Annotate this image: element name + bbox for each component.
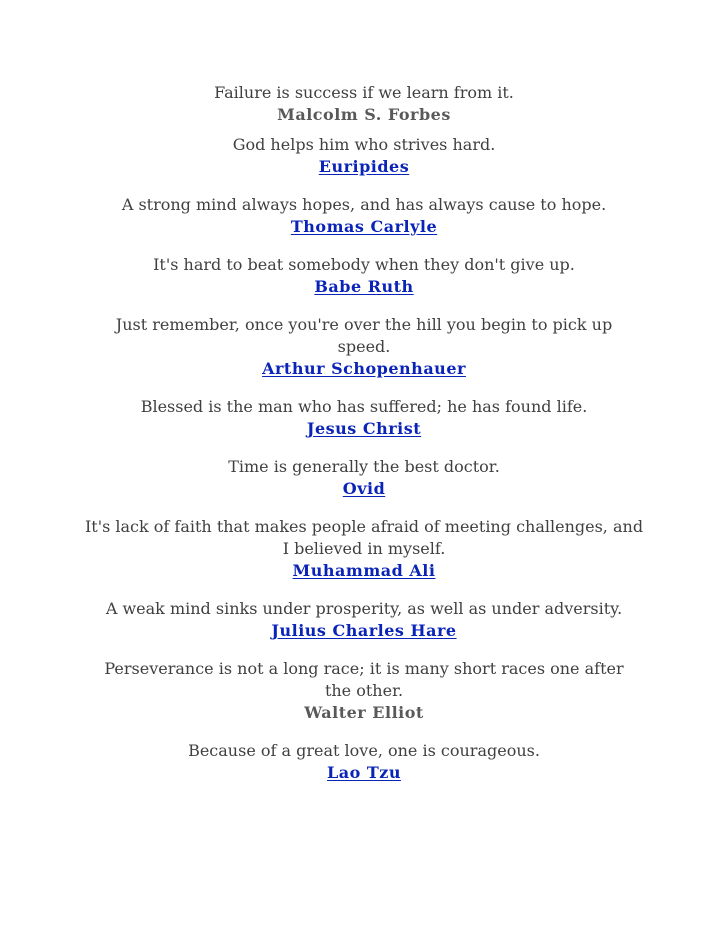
quote-text: Time is generally the best doctor. xyxy=(228,457,500,476)
quote-block xyxy=(92,254,636,298)
author-link[interactable]: Euripides xyxy=(318,157,410,176)
quote-text: It's hard to beat somebody when they don't give up. xyxy=(153,255,575,274)
author-link[interactable]: Arthur Schopenhauer xyxy=(262,359,466,378)
quote-text: It's lack of faith that makes people afraid of meeting challenges, and I believed in myself. xyxy=(84,517,644,558)
author-link[interactable]: Babe Ruth xyxy=(314,277,414,296)
quote-text: Perseverance is not a long race; it is many short races one after the other. xyxy=(104,659,624,700)
author-link[interactable]: Thomas Carlyle xyxy=(290,217,438,236)
quote-block xyxy=(92,194,636,238)
quote-block xyxy=(82,516,646,582)
author-link[interactable]: Lao Tzu xyxy=(327,763,401,782)
quote-block xyxy=(92,314,636,380)
quote-text: Blessed is the man who has suffered; he has found life. xyxy=(140,397,588,416)
author-link[interactable]: Julius Charles Hare xyxy=(271,621,457,640)
quotes-document xyxy=(84,82,644,784)
quote-text: Just remember, once you're over the hill you begin to pick up speed. xyxy=(115,315,613,356)
quote-block xyxy=(92,396,636,440)
author-link[interactable]: Muhammad Ali xyxy=(292,561,436,580)
quote-block xyxy=(92,658,636,724)
quote-text: God helps him who strives hard. xyxy=(232,135,496,154)
quote-text: Because of a great love, one is courageous. xyxy=(188,741,540,760)
quote-text: A weak mind sinks under prosperity, as well as under adversity. xyxy=(105,599,623,618)
quote-block xyxy=(92,134,636,178)
quote-text: A strong mind always hopes, and has always cause to hope. xyxy=(121,195,607,214)
quote-block xyxy=(92,740,636,784)
quote-block xyxy=(82,598,646,642)
author-name: Walter Elliot xyxy=(304,703,424,722)
author-name: Malcolm S. Forbes xyxy=(277,105,451,124)
author-link[interactable]: Jesus Christ xyxy=(306,419,422,438)
quote-text: Failure is success if we learn from it. xyxy=(214,83,514,102)
quote-block xyxy=(92,82,636,126)
quote-block xyxy=(92,456,636,500)
author-link[interactable]: Ovid xyxy=(342,479,386,498)
